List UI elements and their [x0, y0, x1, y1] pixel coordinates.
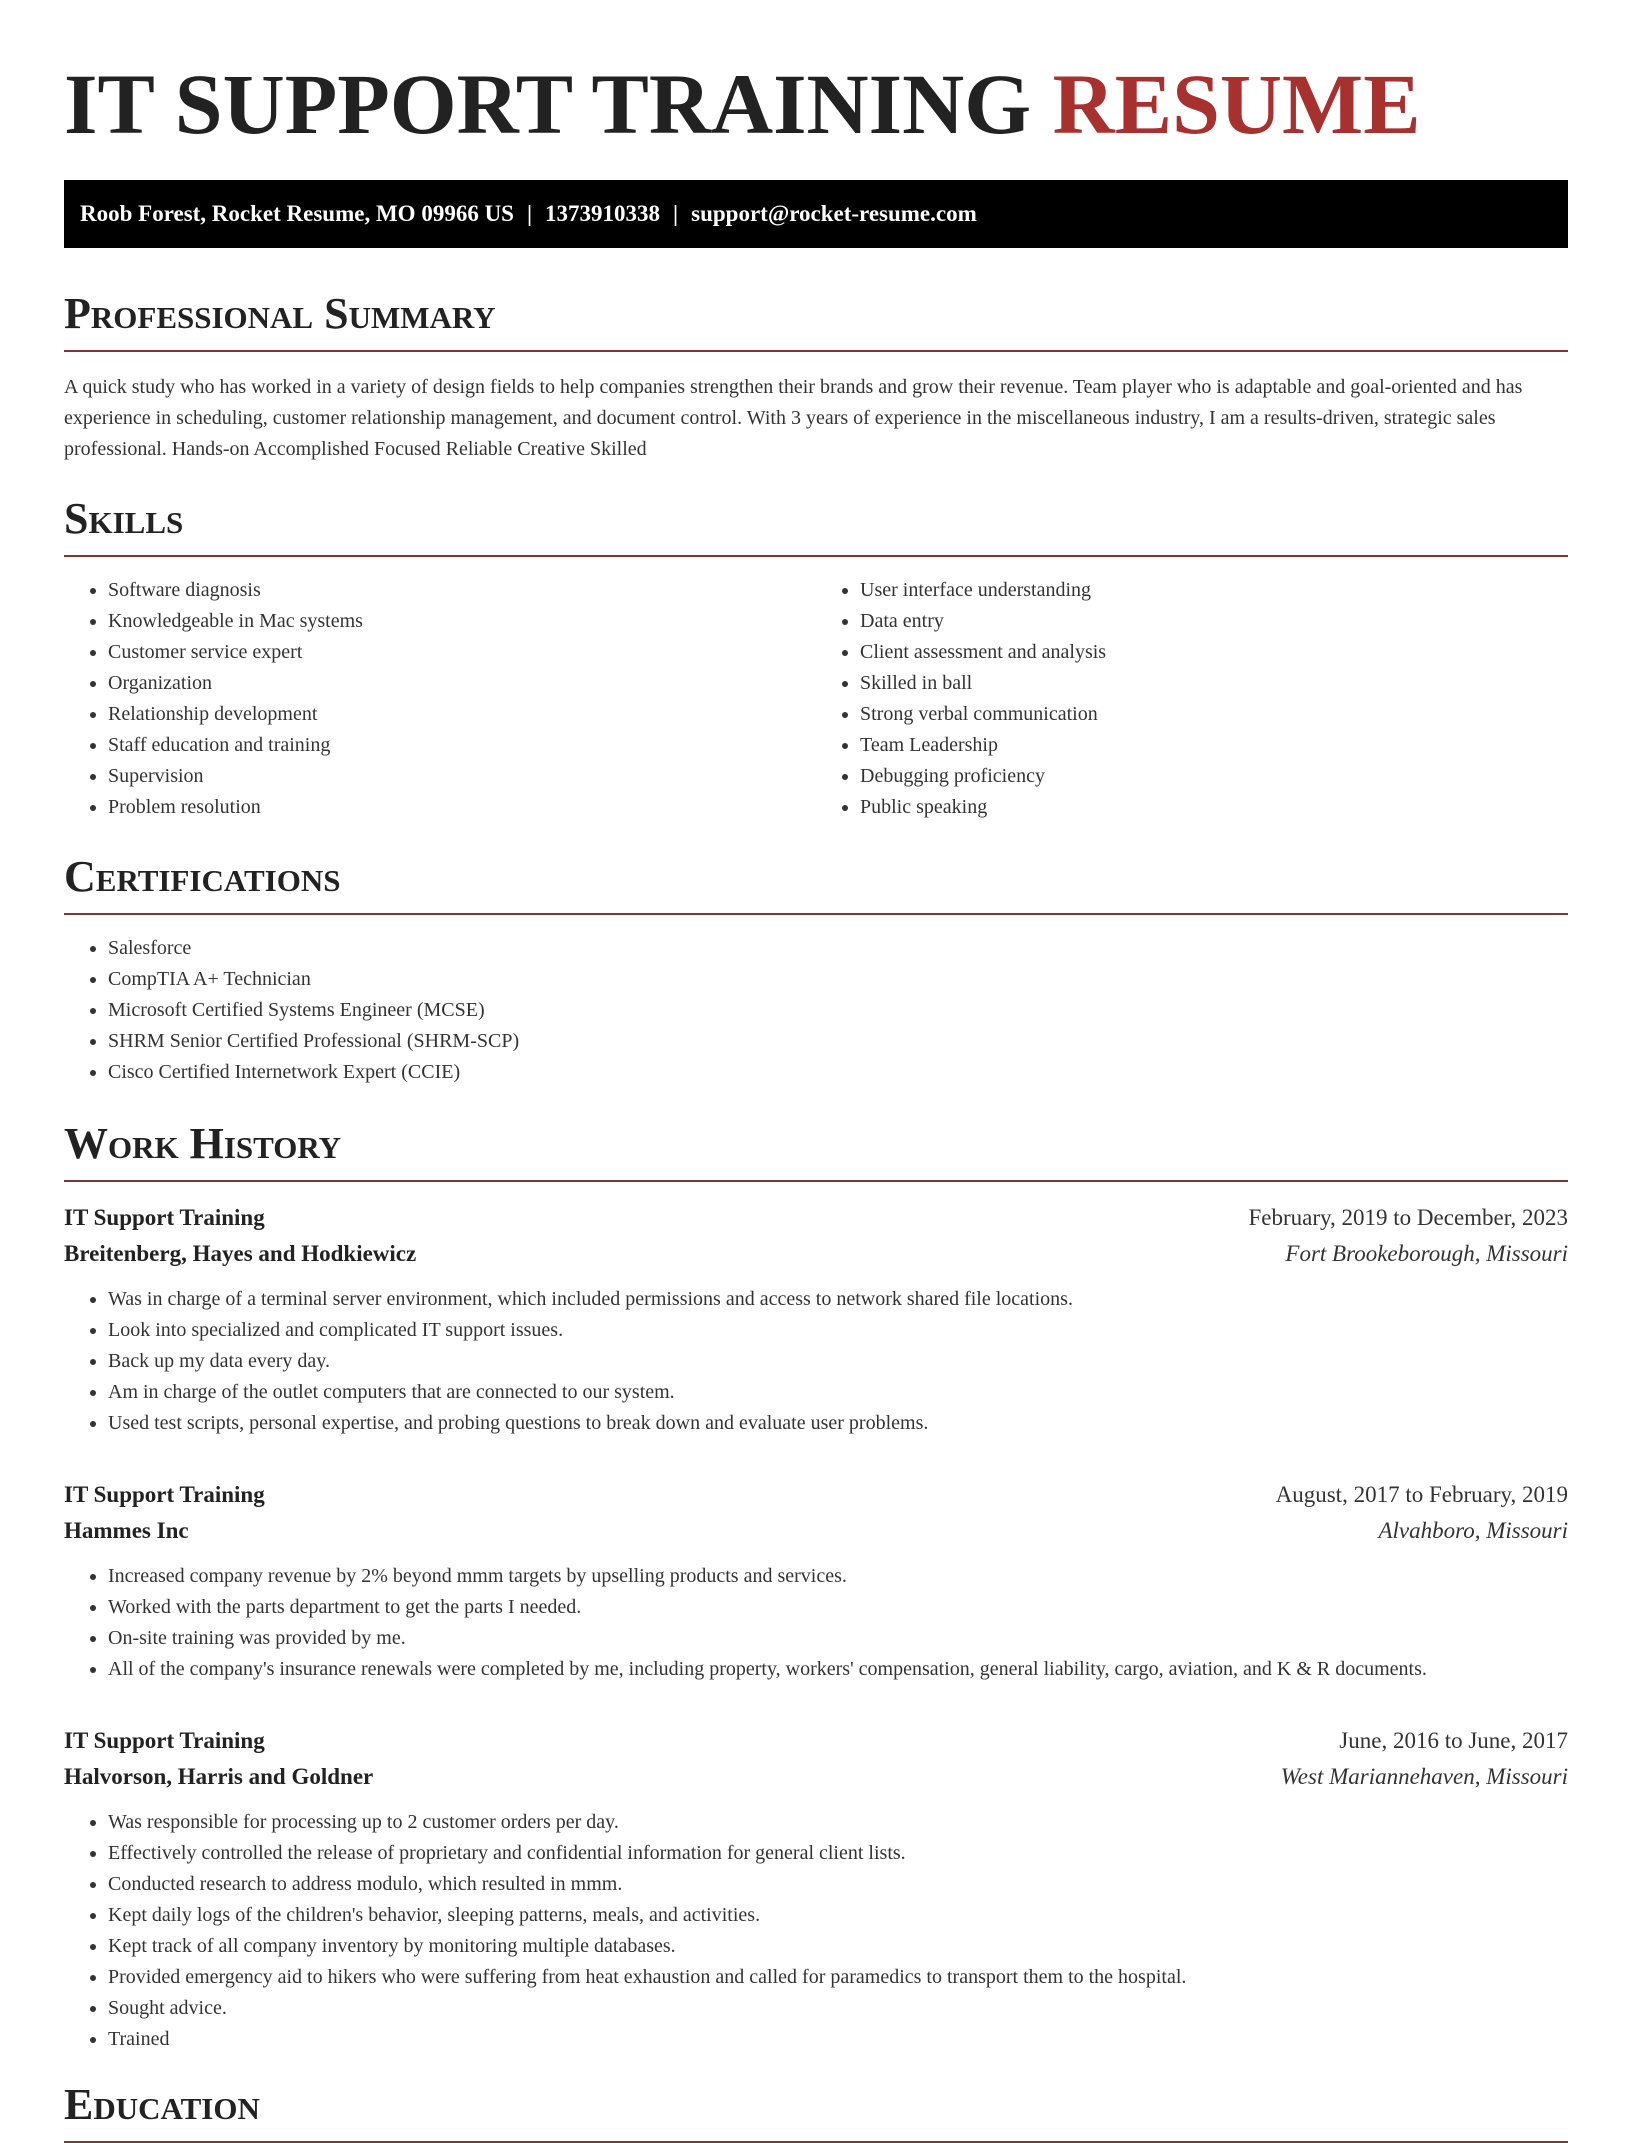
job-company: Halvorson, Harris and Goldner — [64, 1764, 374, 1789]
job-duty: • Trained — [108, 2024, 1568, 2055]
job-duties-list — [64, 1561, 1568, 1685]
job-duty: • Kept daily logs of the children's behavior, sleeping patterns, meals, and activities. — [108, 1900, 1568, 1931]
job-header-row — [64, 1723, 1568, 1759]
skill-item: • Staff education and training — [108, 730, 816, 761]
job-company-row — [64, 1759, 1568, 1795]
certification-item: • Microsoft Certified Systems Engineer (MCSE) — [108, 995, 1568, 1026]
job-duty: • Increased company revenue by 2% beyond mmm targets by upselling products and services. — [108, 1561, 1568, 1592]
job-duty: • Sought advice. — [108, 1993, 1568, 2024]
title-accent: RESUME — [1052, 56, 1421, 152]
skill-item: • Client assessment and analysis — [860, 637, 1568, 668]
contact-separator: | — [673, 201, 679, 226]
job-duty: • Conducted research to address modulo, which resulted in mmm. — [108, 1869, 1568, 1900]
skill-item: • Debugging proficiency — [860, 761, 1568, 792]
resume-page — [64, 0, 1568, 2143]
job-entry — [64, 1200, 1568, 1439]
skills-list-left — [64, 575, 816, 823]
certifications-heading: Certifications — [64, 851, 1568, 915]
contact-address: Roob Forest, Rocket Resume, MO 09966 US — [80, 201, 514, 226]
job-title: IT Support Training — [64, 1205, 265, 1230]
job-company: Breitenberg, Hayes and Hodkiewicz — [64, 1241, 417, 1266]
job-duties-list — [64, 1284, 1568, 1439]
education-heading: Education — [64, 2079, 1568, 2143]
job-title: IT Support Training — [64, 1482, 265, 1507]
job-duty: • Was in charge of a terminal server environment, which included permissions and access to network shared file locations. — [108, 1284, 1568, 1315]
job-title: IT Support Training — [64, 1728, 265, 1753]
job-duty: • Am in charge of the outlet computers that are connected to our system. — [108, 1377, 1568, 1408]
summary-text: A quick study who has worked in a variety of design fields to help companies strengthen their brands and grow their revenue. Team player who is adaptable and goal-oriented and has experience in scheduling, customer relationship management, and document control. With 3 years of experience in the miscellaneous industry, I am a results-driven, strategic sales professional. Hands-on Accomplished Focused Reliable Creative Skilled — [64, 376, 1523, 460]
job-duty: • All of the company's insurance renewals were completed by me, including property, workers' compensation, general liability, cargo, aviation, and K & R documents. — [108, 1654, 1568, 1685]
job-duty: • Provided emergency aid to hikers who were suffering from heat exhaustion and called for paramedics to transport them to the hospital. — [108, 1962, 1568, 1993]
job-company: Hammes Inc — [64, 1518, 189, 1543]
job-duty: • Back up my data every day. — [108, 1346, 1568, 1377]
job-location: Fort Brookeborough, Missouri — [1285, 1241, 1568, 1266]
job-company-row — [64, 1513, 1568, 1549]
skill-item: • Strong verbal communication — [860, 699, 1568, 730]
certification-item: • SHRM Senior Certified Professional (SHRM-SCP) — [108, 1026, 1568, 1057]
skill-item: • Supervision — [108, 761, 816, 792]
skill-item: • Knowledgeable in Mac systems — [108, 606, 816, 637]
job-header-row — [64, 1200, 1568, 1236]
job-dates: August, 2017 to February, 2019 — [1275, 1482, 1568, 1507]
job-duty: • Used test scripts, personal expertise, and probing questions to break down and evaluate user problems. — [108, 1408, 1568, 1439]
job-duty: • Worked with the parts department to get the parts I needed. — [108, 1592, 1568, 1623]
skill-item: • Software diagnosis — [108, 575, 816, 606]
contact-phone: 1373910338 — [545, 201, 661, 226]
job-duty: • Was responsible for processing up to 2 customer orders per day. — [108, 1807, 1568, 1838]
skill-item: • Public speaking — [860, 792, 1568, 823]
skills-heading: Skills — [64, 493, 1568, 557]
contact-email[interactable]: support@rocket-resume.com — [691, 201, 977, 226]
skill-item: • Skilled in ball — [860, 668, 1568, 699]
skill-item: • Data entry — [860, 606, 1568, 637]
job-duties-list — [64, 1807, 1568, 2055]
job-header-row — [64, 1477, 1568, 1513]
job-duty: • Kept track of all company inventory by monitoring multiple databases. — [108, 1931, 1568, 1962]
job-duty: • Look into specialized and complicated IT support issues. — [108, 1315, 1568, 1346]
title-main: IT SUPPORT TRAINING — [64, 56, 1032, 152]
job-dates: February, 2019 to December, 2023 — [1248, 1205, 1568, 1230]
resume-title — [64, 0, 1568, 152]
contact-separator: | — [526, 201, 533, 226]
job-location: Alvahboro, Missouri — [1378, 1518, 1568, 1543]
skill-item: • Organization — [108, 668, 816, 699]
job-company-row — [64, 1236, 1568, 1272]
job-entry — [64, 1477, 1568, 1685]
skill-item: • Customer service expert — [108, 637, 816, 668]
summary-heading: Professional Summary — [64, 288, 1568, 352]
job-entry — [64, 1723, 1568, 2055]
certification-item: • Cisco Certified Internetwork Expert (CCIE) — [108, 1057, 1568, 1088]
skill-item: • Team Leadership — [860, 730, 1568, 761]
contact-bar — [64, 180, 1568, 248]
skills-list-right — [816, 575, 1568, 823]
work-history-heading: Work History — [64, 1118, 1568, 1182]
job-location: West Mariannehaven, Missouri — [1280, 1764, 1568, 1789]
skill-item: • Relationship development — [108, 699, 816, 730]
job-dates: June, 2016 to June, 2017 — [1339, 1728, 1568, 1753]
skill-item: • Problem resolution — [108, 792, 816, 823]
certifications-list — [64, 933, 1568, 1088]
certification-item: • CompTIA A+ Technician — [108, 964, 1568, 995]
skills-columns — [64, 575, 1568, 823]
job-duty: • Effectively controlled the release of proprietary and confidential information for general client lists. — [108, 1838, 1568, 1869]
skill-item: • User interface understanding — [860, 575, 1568, 606]
job-duty: • On-site training was provided by me. — [108, 1623, 1568, 1654]
certification-item: • Salesforce — [108, 933, 1568, 964]
